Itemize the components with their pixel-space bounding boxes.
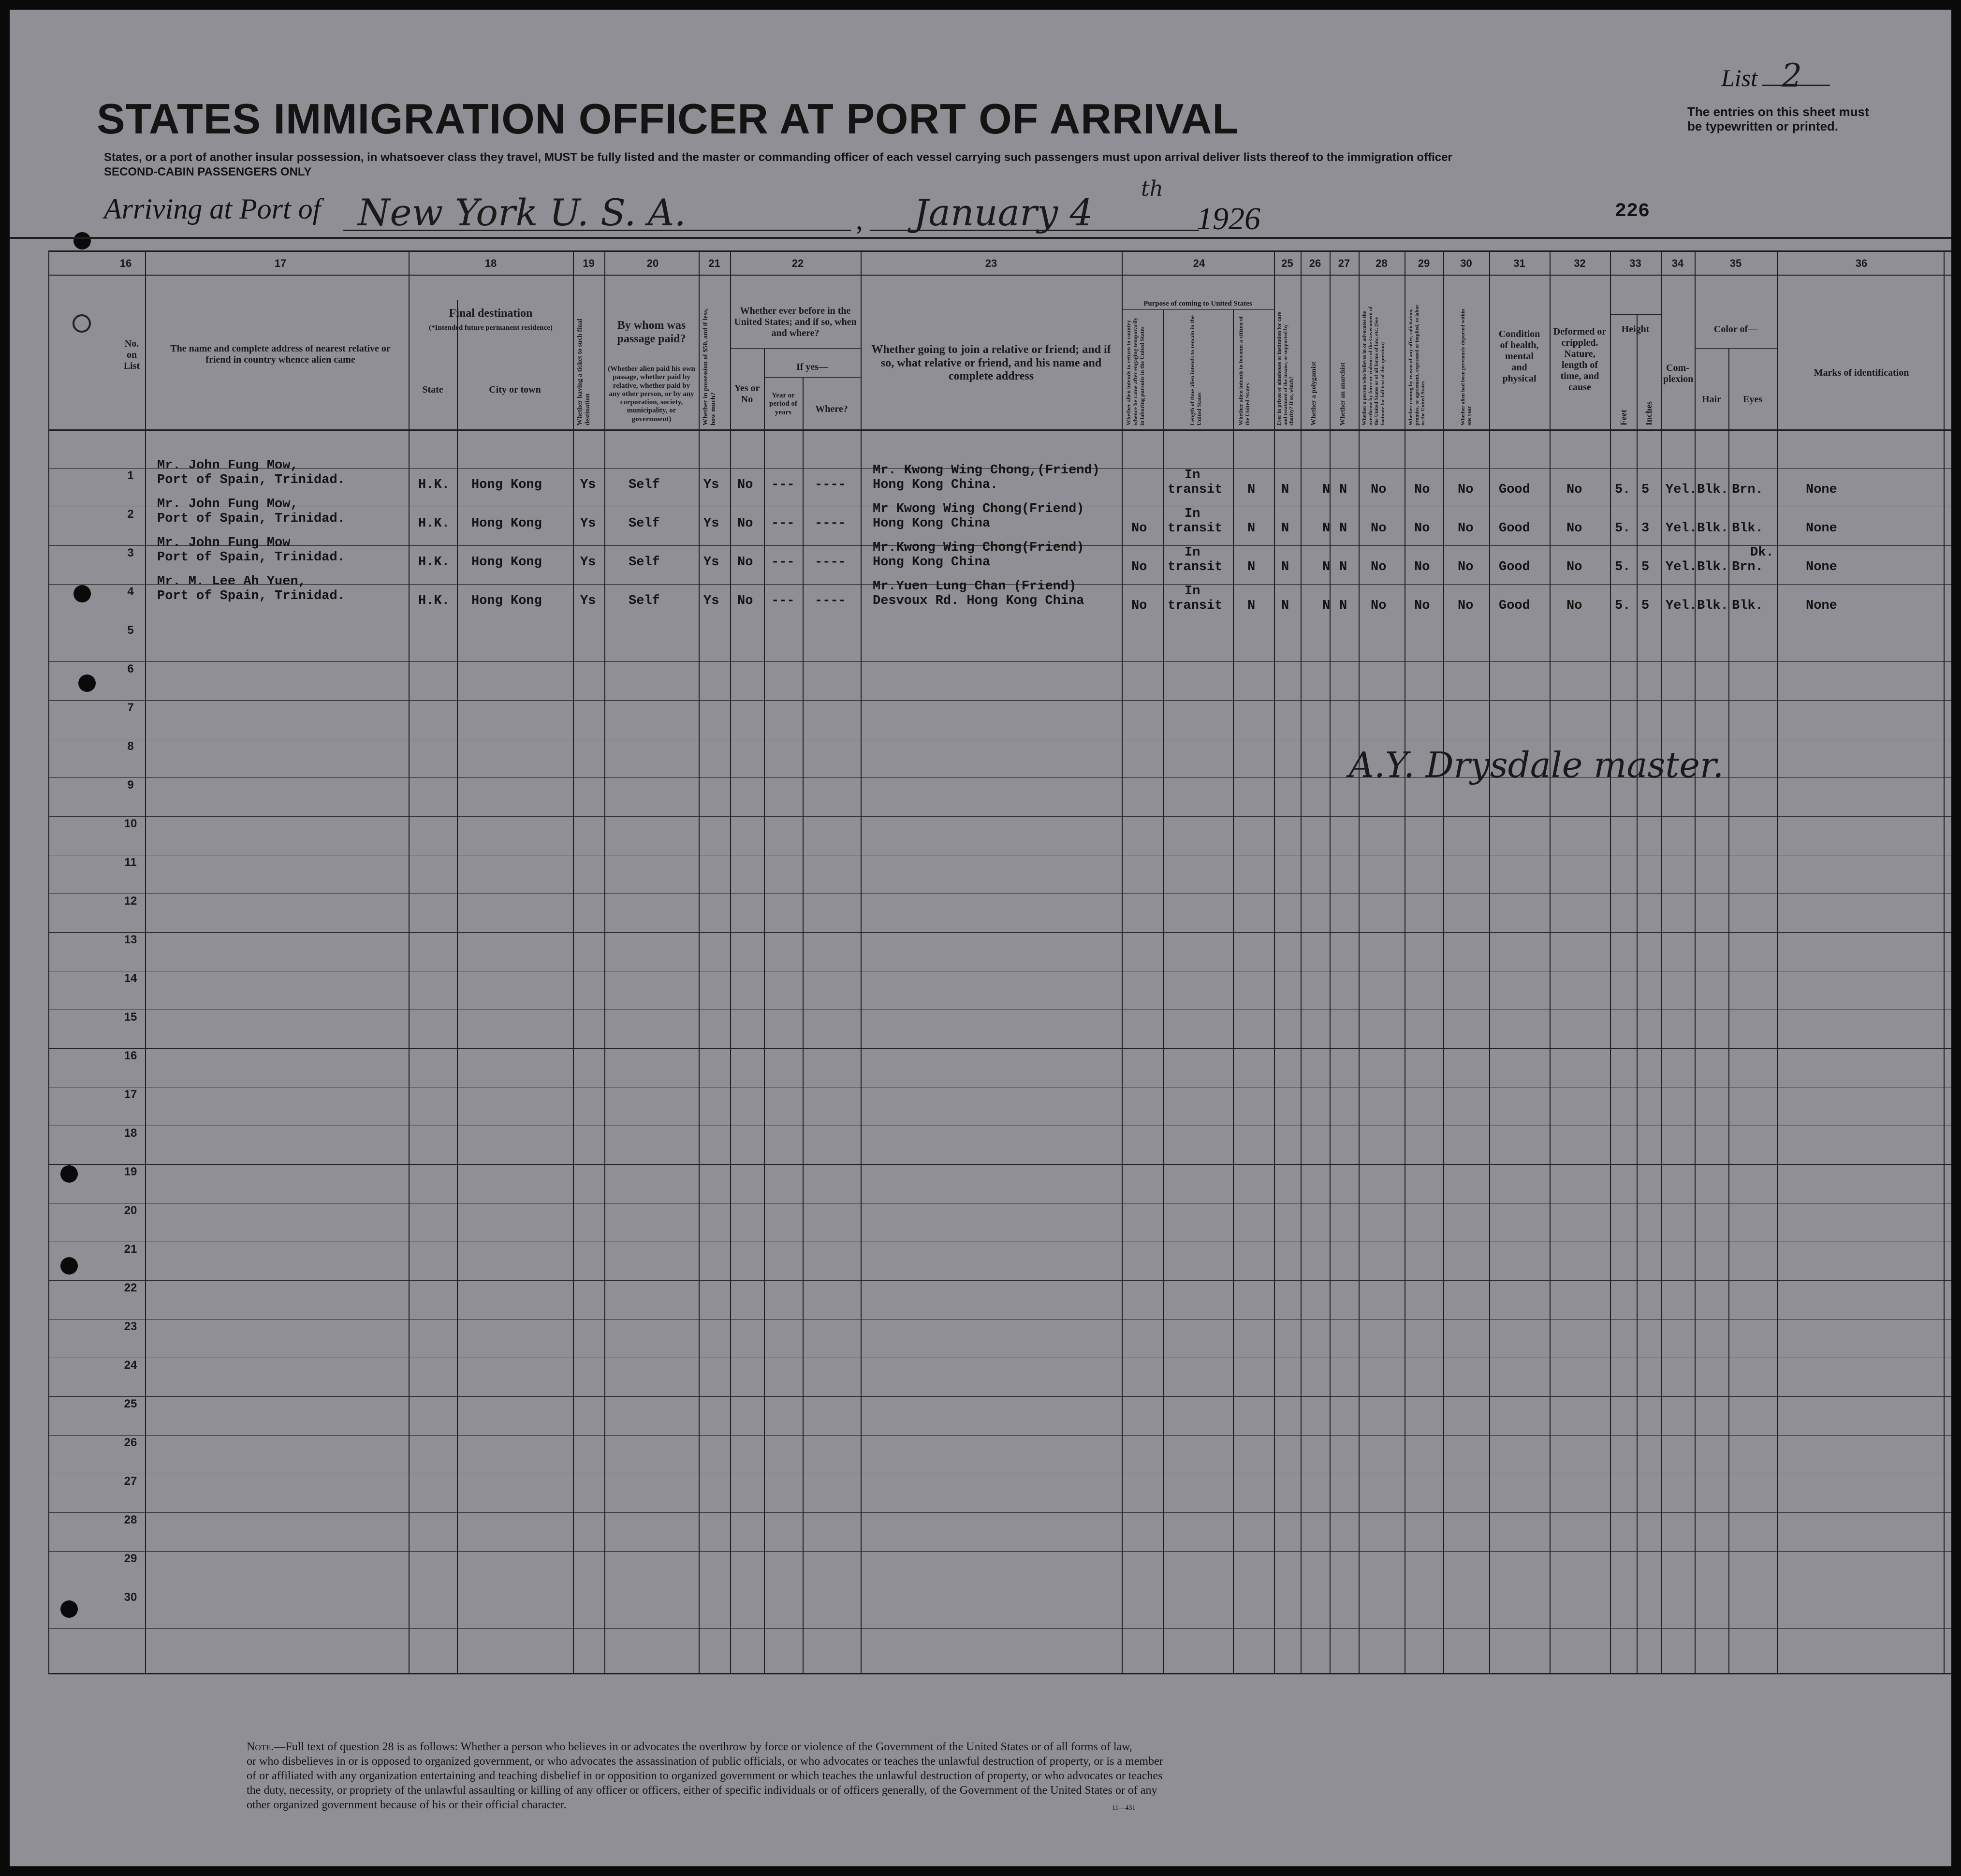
row-number: 11: [124, 856, 137, 869]
column-number: 30: [1460, 257, 1472, 269]
relative-address: Port of Spain, Trinidad.: [157, 473, 345, 487]
comma: ,: [856, 204, 863, 235]
punch-hole: [60, 1165, 78, 1183]
destination-city: Hong Kong: [471, 516, 542, 531]
where: ----: [815, 594, 846, 608]
row-number: 26: [124, 1436, 137, 1449]
period: ---: [771, 555, 795, 570]
height-inches: 5: [1641, 560, 1650, 574]
row-number: 5: [127, 624, 134, 637]
row-number: 13: [124, 933, 137, 946]
ticket: Ys: [580, 555, 596, 570]
row-number: 8: [127, 740, 134, 753]
form-number: 11—431: [1112, 1804, 1136, 1812]
row-number: 25: [124, 1397, 137, 1410]
manifest-sheet: [10, 10, 1951, 1866]
health: Good: [1499, 483, 1530, 497]
header-eyes: Eyes: [1743, 394, 1762, 405]
joining-name: Mr Kwong Wing Chong(Friend): [873, 502, 1084, 516]
destination-state: H.K.: [418, 594, 450, 608]
purpose-length: In: [1185, 507, 1200, 521]
note-text-4: the duty, necessity, or propriety of the unlawful assaulting or killing of any officer or officers, either of specific individuals or of officers generally, of the Government of the United States or of any: [247, 1784, 1157, 1797]
row-number: 24: [124, 1359, 137, 1372]
complexion: Yel.: [1666, 599, 1697, 613]
fifty-dollars: Ys: [703, 478, 719, 492]
header-purpose-citizen: Whether alien intends to become a citizen of the United States: [1237, 316, 1251, 425]
hair: Blk.: [1697, 599, 1728, 613]
column-number: 36: [1855, 257, 1868, 269]
row-number: 23: [124, 1320, 137, 1333]
destination-city: Hong Kong: [471, 594, 542, 608]
eyes: Blk.: [1732, 599, 1763, 613]
note-text-2: or who disbelieves in or is opposed to organized government, or who advocates the assassination of public officials, or who advocates or teaches the unlawful destruction of property, or is a member: [247, 1755, 1163, 1768]
header-anarchist: Whether an anarchist: [1339, 362, 1346, 425]
punch-hole: [78, 674, 96, 692]
header-final-destination: Final destination: [449, 307, 533, 320]
q28: No: [1371, 483, 1387, 497]
header-question-28: Whether a person who believes in or advocates the overthrow by force or violence of the Government of the United States or of all forms of law, etc. (See footnote for full text of this question): [1361, 306, 1386, 425]
date-suffix: th: [1141, 176, 1164, 201]
q30: No: [1458, 599, 1474, 613]
anarchist: N: [1339, 560, 1347, 574]
citizen: N: [1247, 521, 1256, 536]
header-passage-paid: By whom was passage paid?: [617, 319, 686, 345]
q30: No: [1458, 483, 1474, 497]
height-feet: 5.: [1615, 599, 1631, 613]
ever-before: No: [737, 516, 753, 531]
column-number: 25: [1281, 257, 1293, 269]
deformed: No: [1566, 599, 1582, 613]
joining-address: Hong Kong China.: [873, 478, 998, 492]
relative-address: Port of Spain, Trinidad.: [157, 589, 345, 603]
row-number: 7: [127, 701, 134, 714]
q28: No: [1371, 521, 1387, 536]
row-number: 16: [124, 1049, 137, 1062]
purpose-return: No: [1131, 560, 1147, 574]
polygamist: N: [1322, 521, 1331, 536]
header-height: Height: [1621, 324, 1650, 335]
destination-city: Hong Kong: [471, 555, 542, 570]
header-deformed: Deformed or crippled. Nature, length of time, and cause: [1553, 326, 1607, 393]
q30: No: [1458, 560, 1474, 574]
column-number: 22: [791, 257, 804, 269]
header-polygamist: Whether a polygamist: [1310, 362, 1317, 425]
header-passage-paid-note: (Whether alien paid his own passage, whether paid by relative, whether paid by any other person, or by any corporation, society, municipality, or government): [608, 365, 695, 423]
destination-state: H.K.: [418, 516, 450, 531]
height-feet: 5.: [1615, 521, 1631, 536]
eyes: Brn.: [1732, 560, 1763, 574]
page-subtitle: States, or a port of another insular possession, in whatsoever class they travel, MUST be fully listed and the master or commanding officer of each vessel carrying such passengers must upon arrival deliver lists thereof to the immigration officer: [104, 151, 1452, 164]
header-color-of: Color of—: [1713, 324, 1758, 335]
joining-name: Mr.Yuen Lung Chan (Friend): [873, 579, 1077, 594]
punch-hole: [60, 1600, 78, 1618]
punch-hole: [73, 314, 91, 333]
row-number: 20: [124, 1204, 137, 1217]
header-city: City or town: [489, 384, 541, 395]
purpose-length-2: transit: [1168, 599, 1223, 613]
purpose-length: In: [1185, 584, 1200, 599]
column-number: 32: [1574, 257, 1586, 269]
note-text-1: —Full text of question 28 is as follows: Whether a person who believes in or advocates the overthrow by force or violence of the Government of the United States or of all forms of law,: [274, 1741, 1132, 1753]
fifty-dollars: Ys: [703, 555, 719, 570]
arrival-year: 1926: [1197, 201, 1260, 236]
joining-address: Desvoux Rd. Hong Kong China: [873, 594, 1084, 608]
header-marks: Marks of identification: [1814, 367, 1909, 378]
row-number: 3: [127, 546, 134, 559]
relative-name: Mr. John Fung Mow,: [157, 497, 298, 512]
header-joining: Whether going to join a relative or friend; and if so, what relative or friend, and his name and complete address: [871, 343, 1111, 383]
complexion: Yel.: [1666, 521, 1697, 536]
hair: Blk.: [1697, 483, 1728, 497]
height-inches: 5: [1641, 599, 1650, 613]
joining-name: Mr.Kwong Wing Chong(Friend): [873, 541, 1084, 555]
marks: None: [1806, 521, 1837, 536]
purpose-length: In: [1185, 468, 1200, 483]
header-complexion: Com-plexion: [1663, 363, 1694, 384]
q29: No: [1414, 521, 1430, 536]
joining-name: Mr. Kwong Wing Chong,(Friend): [873, 463, 1100, 478]
relative-name: Mr. John Fung Mow,: [157, 458, 298, 473]
row-number: 22: [124, 1281, 137, 1294]
column-number: 28: [1376, 257, 1388, 269]
header-year-or-period: Year or period of years: [769, 392, 797, 416]
health: Good: [1499, 521, 1530, 536]
health: Good: [1499, 599, 1530, 613]
page-number: 226: [1615, 201, 1650, 222]
where: ----: [815, 478, 846, 492]
prison: N: [1281, 521, 1289, 536]
polygamist: N: [1322, 599, 1331, 613]
anarchist: N: [1339, 599, 1347, 613]
column-number: 33: [1629, 257, 1641, 269]
q29: No: [1414, 560, 1430, 574]
q28: No: [1371, 599, 1387, 613]
marks: None: [1806, 483, 1837, 497]
header-no-on-list: No. on List: [123, 338, 140, 371]
note-text-3: of or affiliated with any organization entertaining and teaching disbelief in or opposition to organized government or which teaches the unlawful destruction of property, or who advocates or teaches: [247, 1770, 1163, 1782]
relative-name: Mr. M. Lee Ah Yuen,: [157, 574, 306, 589]
header-rule: [10, 237, 1951, 239]
paid-by: Self: [629, 516, 660, 531]
joining-address: Hong Kong China: [873, 555, 991, 570]
eyes: Brn.: [1732, 483, 1763, 497]
column-number: 27: [1338, 257, 1350, 269]
destination-state: H.K.: [418, 478, 450, 492]
header-nearest-relative: The name and complete address of nearest relative or friend in country whence alien came: [170, 343, 391, 365]
paid-by: Self: [629, 478, 660, 492]
column-number: 26: [1309, 257, 1321, 269]
header-fifty-dollars: Whether in possession of $50, and if less, how much?: [702, 308, 717, 425]
destination-state: H.K.: [418, 555, 450, 570]
complexion: Yel.: [1666, 560, 1697, 574]
purpose-length: In: [1185, 545, 1200, 560]
column-number: 23: [985, 257, 997, 269]
column-number: 31: [1513, 257, 1525, 269]
row-number: 9: [127, 778, 134, 791]
list-label: List: [1721, 64, 1758, 91]
header-ticket: Whether having a ticket to such final destination: [576, 319, 592, 425]
row-number: 12: [124, 894, 137, 908]
purpose-length-2: transit: [1168, 560, 1223, 574]
header-where: Where?: [815, 404, 848, 414]
header-purpose: Purpose of coming to United States: [1143, 300, 1252, 308]
prison: N: [1281, 599, 1289, 613]
header-health: Condition of health, mental and physical: [1498, 329, 1540, 384]
row-number: 21: [124, 1243, 137, 1256]
marks: None: [1806, 560, 1837, 574]
joining-address: Hong Kong China: [873, 516, 991, 531]
column-number: 29: [1418, 257, 1430, 269]
header-purpose-return: Whether alien intends to return to country whence he came after engaging temporarily in laboring pursuits in the United States: [1125, 317, 1145, 425]
q29: No: [1414, 483, 1430, 497]
fifty-dollars: Ys: [703, 516, 719, 531]
column-number: 20: [646, 257, 659, 269]
master-signature: A.Y. Drysdale master.: [1349, 745, 1724, 785]
column-number: 17: [274, 257, 287, 269]
relative-address: Port of Spain, Trinidad.: [157, 550, 345, 565]
column-number: 16: [119, 257, 132, 269]
arrival-date: January 4: [914, 191, 1093, 234]
hair: Blk.: [1697, 521, 1728, 536]
purpose-length-2: transit: [1168, 483, 1223, 497]
column-number: 34: [1671, 257, 1684, 269]
relative-name: Mr. John Fung Mow: [157, 536, 291, 550]
column-number: 18: [484, 257, 497, 269]
punch-hole: [60, 1257, 78, 1275]
header-prison: Ever in prison or almshouse or institution for care and treatment of the insane, or supported by charity? If so, which?: [1276, 312, 1295, 425]
paid-by: Self: [629, 555, 660, 570]
header-final-destination-note: (*Intended future permanent residence): [429, 324, 553, 332]
height-inches: 3: [1641, 521, 1650, 536]
header-ever-before: Whether ever before in the United States; and if so, when and where?: [734, 306, 857, 338]
punch-hole: [73, 232, 91, 249]
relative-address: Port of Spain, Trinidad.: [157, 512, 345, 526]
column-number: 24: [1193, 257, 1205, 269]
header-question-29: Whether coming by reason of any offer, solicitation, promise, or agreement, expressed or implied, to labor in the United States: [1408, 305, 1426, 425]
citizen: N: [1247, 483, 1256, 497]
row-number: 30: [124, 1591, 137, 1604]
ticket: Ys: [580, 516, 596, 531]
header-hair: Hair: [1702, 394, 1721, 405]
row-number: 10: [124, 817, 137, 830]
height-feet: 5.: [1615, 483, 1631, 497]
arriving-label: Arriving at Port of: [104, 193, 321, 225]
row-number: 17: [124, 1088, 137, 1101]
complexion: Yel.: [1666, 483, 1697, 497]
period: ---: [771, 478, 795, 492]
eyes: Blk.: [1732, 521, 1763, 536]
column-number: 35: [1729, 257, 1742, 269]
note-text-5: other organized government because of his or their official character.: [247, 1799, 567, 1811]
deformed: No: [1566, 483, 1582, 497]
eyes-1: Dk.: [1750, 545, 1774, 560]
fifty-dollars: Ys: [703, 594, 719, 608]
row-number: 15: [124, 1011, 137, 1024]
row-number: 28: [124, 1513, 137, 1526]
q30: No: [1458, 521, 1474, 536]
column-number: 21: [708, 257, 720, 269]
row-number: 27: [124, 1475, 137, 1488]
list-number: 2: [1782, 57, 1802, 94]
prison: N: [1281, 560, 1289, 574]
prison: N: [1281, 483, 1289, 497]
polygamist: N: [1322, 483, 1331, 497]
marks: None: [1806, 599, 1837, 613]
period: ---: [771, 516, 795, 531]
citizen: N: [1247, 599, 1256, 613]
column-number: 19: [583, 257, 595, 269]
destination-city: Hong Kong: [471, 478, 542, 492]
ever-before: No: [737, 555, 753, 570]
polygamist: N: [1322, 560, 1331, 574]
row-number: 29: [124, 1552, 137, 1565]
paid-by: Self: [629, 594, 660, 608]
height-inches: 5: [1641, 483, 1650, 497]
deformed: No: [1566, 521, 1582, 536]
citizen: N: [1247, 560, 1256, 574]
header-inches: Inches: [1644, 401, 1654, 425]
header-state: State: [422, 384, 443, 395]
row-number: 1: [127, 469, 134, 482]
ticket: Ys: [580, 594, 596, 608]
page-title: STATES IMMIGRATION OFFICER AT PORT OF ARRIVAL: [97, 95, 1239, 143]
anarchist: N: [1339, 483, 1347, 497]
header-purpose-length: Length of time alien intends to remain in the United States: [1189, 315, 1202, 425]
typewritten-note-2: be typewritten or printed.: [1687, 119, 1839, 133]
row-number: 6: [127, 662, 134, 675]
header-feet: Feet: [1619, 410, 1628, 425]
row-number: 18: [124, 1127, 137, 1140]
ever-before: No: [737, 594, 753, 608]
height-feet: 5.: [1615, 560, 1631, 574]
health: Good: [1499, 560, 1530, 574]
port-of-arrival: New York U. S. A.: [358, 191, 686, 234]
header-if-yes: If yes—: [796, 362, 829, 372]
purpose-length-2: transit: [1168, 521, 1223, 536]
header-yes-or-no: Yes or No: [734, 383, 760, 405]
ever-before: No: [737, 478, 753, 492]
purpose-return: No: [1131, 599, 1147, 613]
q28: No: [1371, 560, 1387, 574]
anarchist: N: [1339, 521, 1347, 536]
q29: No: [1414, 599, 1430, 613]
purpose-return: No: [1131, 521, 1147, 536]
class-line: SECOND-CABIN PASSENGERS ONLY: [104, 165, 312, 178]
note-label: Note.: [247, 1741, 274, 1753]
where: ----: [815, 516, 846, 531]
header-question-30: Whether alien had been previously deported within one year: [1460, 308, 1472, 425]
typewritten-note-1: The entries on this sheet must: [1687, 104, 1869, 119]
where: ----: [815, 555, 846, 570]
row-number: 14: [124, 972, 137, 985]
hair: Blk.: [1697, 560, 1728, 574]
ticket: Ys: [580, 478, 596, 492]
row-number: 19: [124, 1165, 137, 1178]
period: ---: [771, 594, 795, 608]
row-number: 2: [127, 508, 134, 521]
deformed: No: [1566, 560, 1582, 574]
punch-hole: [73, 585, 91, 602]
row-number: 4: [127, 585, 134, 598]
